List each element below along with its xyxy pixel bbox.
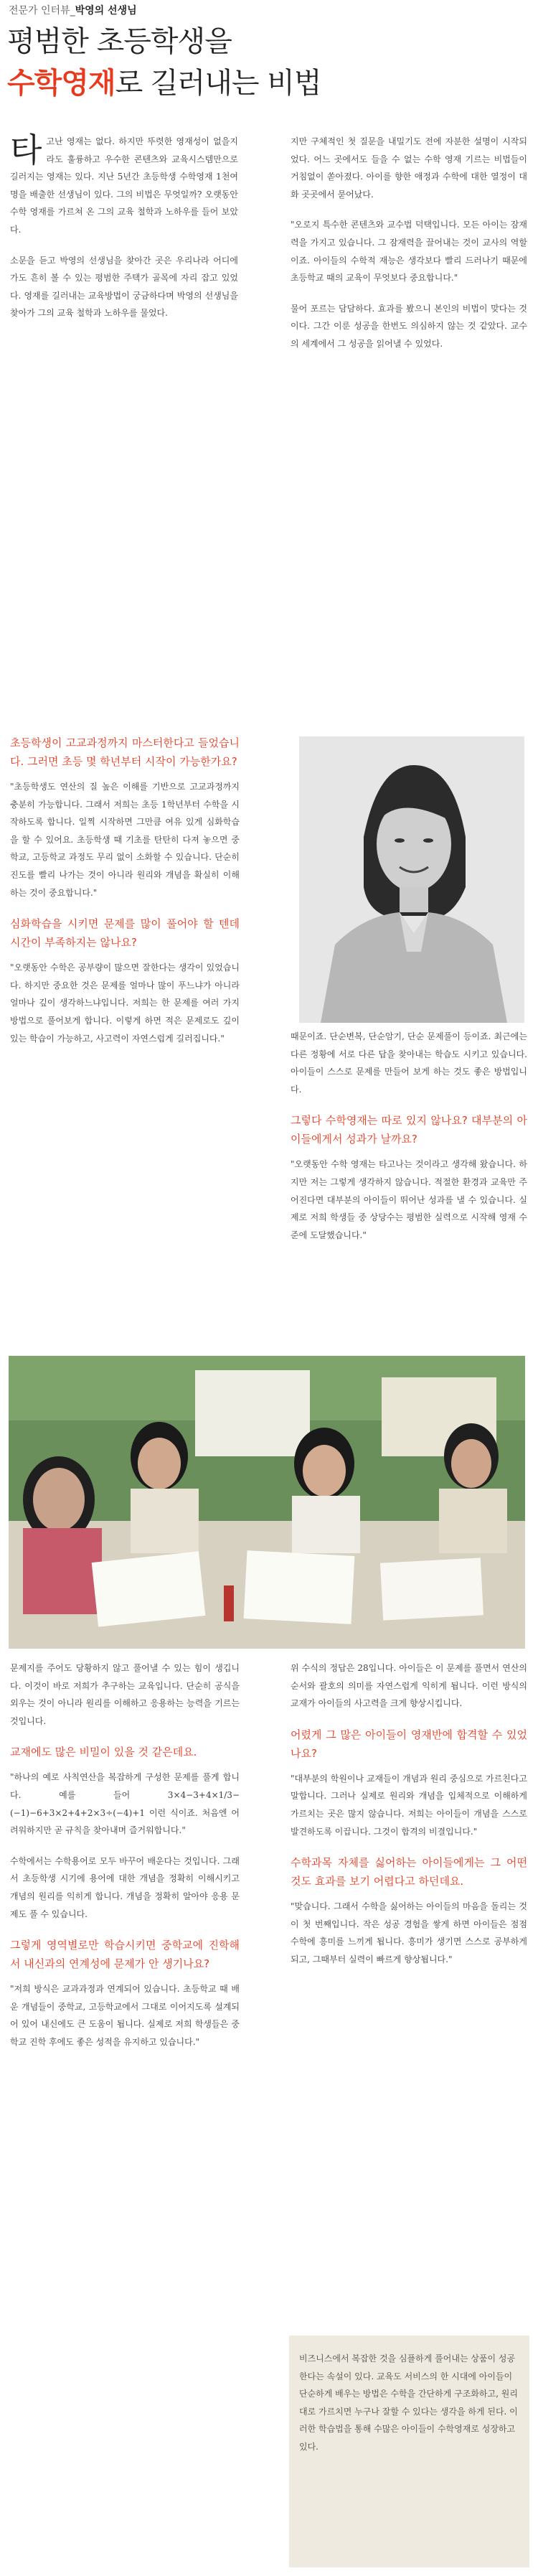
answer-7: "저희 방식은 교과과정과 연계되어 있습니다. 초등학교 때 배운 개념들이 중학교, 고등학교에서 그대로 이어지도록 설계되어 있어 내신에도 큰 도움이 됩니다. 실제로 저희 학생들은 중학교 진학 후에도 좋은 성적을 유지하고 있습니다." <box>10 1984 240 2047</box>
intro-paragraph-1: 고난 영재는 없다. 하지만 뚜렷한 영재성이 없을지라도 훌륭하고 우수한 콘텐츠와 교육시스템만으로 길러지는 영재는 있다. 지난 5년간 초등학생 수학영재 1천여 명을 배출한 선생님이 있다. 그의 비법은 무엇일까? 오랫동안 수학 영재를 가르쳐 온 그의 교육 철학과 노하우를 들어 보았다. <box>10 136 238 235</box>
question-7: 그렇게 영역별로만 학습시키면 중학교에 진학해서 내신과의 연계성에 문제가 안 생기나요? <box>10 1939 240 1971</box>
answer-6: "맞습니다. 그래서 수학을 싫어하는 아이들의 마음을 돌리는 것이 첫 번째입니다. 작은 성공 경험을 쌓게 하면 아이들은 점점 수학에 흥미를 느끼게 됩니다. 흥미가 생기면 스스로 공부하게 되고, 그때부터 실력이 빠르게 향상됩니다." <box>291 1901 527 1964</box>
classroom-image <box>9 1356 525 1649</box>
intro-paragraph-3: 지만 구체적인 첫 질문을 내밀기도 전에 자분한 설명이 시작되었다. 어느 곳에서도 들을 수 없는 수학 영재 기르는 비법들이 거침없이 쏟아졌다. 아이를 향한 애정과 수학에 대한 열정이 대화 곳곳에서 묻어났다. <box>291 136 527 200</box>
title-line-1: 평범한 초등학생을 <box>7 25 232 58</box>
continuation-left: 문제지를 주어도 당황하지 않고 풀어낼 수 있는 힘이 생깁니다. 이것이 바로 저희가 추구하는 교육입니다. 단순히 공식을 외우는 것이 아니라 원리를 이해하고 응용하는 능력을 기르는 것입니다. <box>10 1663 240 1726</box>
qa-left-block-2 <box>10 1659 240 2064</box>
qa-right-block-1 <box>291 1028 527 1257</box>
answer-4: "하나의 예로 사칙연산을 복잡하게 구성한 문제를 풀게 합니다. 예를 들어 3×4−3+4×1/3−(−1)−6+3×2+4+2×3÷(−4)+1 이런 식이죠. 처음엔 어려워하지만 곧 규칙을 찾아내며 즐거워합니다." <box>10 1772 240 1836</box>
teacher-portrait-image <box>299 736 524 1023</box>
about-box <box>289 2336 529 2567</box>
intro-left-column <box>10 133 238 335</box>
dropcap: 타 <box>10 131 42 169</box>
qa-left-block-1 <box>10 734 240 1060</box>
about-box-text: 비즈니스에서 복잡한 것을 심플하게 풀어내는 상품이 성공한다는 속설이 있다. 교육도 서비스의 한 시대에 아이들이 단순하게 배우는 방법은 수학을 간단하게 구조화하고, 원리대로 가르치면 누구나 잘할 수 있다는 생각을 하게 된다. 이러한 학습법을 통해 수많은 아이들이 수학영재로 성장하고 있다. <box>299 2353 518 2452</box>
intro-right-column <box>291 133 527 366</box>
question-5: 어렸게 그 많은 아이들이 영재반에 합격할 수 있었나요? <box>291 1728 527 1760</box>
title-rest: 로 길러내는 비법 <box>115 67 321 100</box>
kicker-name: 박영의 선생님 <box>75 5 137 17</box>
question-6: 수학과목 자체를 싫어하는 아이들에게는 그 어떤 것도 효과를 보기 어렵다고 하던데요. <box>291 1856 527 1888</box>
question-4: 교재에도 많은 비밀이 있을 것 같은데요. <box>10 1746 197 1759</box>
continuation-right: 위 수식의 정답은 28입니다. 아이들은 이 문제를 풀면서 연산의 순서와 괄호의 의미를 자연스럽게 익히게 됩니다. 이런 방식의 교재가 아이들의 사고력을 크게 향상시킵니다. <box>291 1663 527 1709</box>
intro-paragraph-4: "오로지 특수한 콘텐츠와 교수법 덕택입니다. 모든 아이는 잠재력을 가지고 있습니다. 그 잠재력을 끌어내는 것이 교사의 역할이죠. 아이들의 수학적 재능은 생각보다 빨리 드러나기 때문에 초등학교 때의 교육이 무엇보다 중요합니다." <box>291 220 527 284</box>
kicker <box>9 3 137 17</box>
answer-2: "오랫동안 수학은 공부량이 많으면 잘한다는 생각이 있었습니다. 하지만 중요한 것은 문제를 얼마나 많이 푸느냐가 아니라 얼마나 깊이 생각하느냐입니다. 저희는 한 문제를 여러 가지 방법으로 풀어보게 합니다. 이렇게 하면 적은 문제로도 깊이 있는 학습이 가능하고, 사고력이 자연스럽게 길러집니다." <box>10 963 240 1044</box>
qa-right-block-2 <box>291 1659 527 1982</box>
question-1: 초등학생이 고교과정까지 마스터한다고 들었습니다. 그러면 초등 몇 학년부터 시작이 가능한가요? <box>10 736 240 768</box>
answer-3: "오랫동안 수학 영재는 타고나는 것이라고 생각해 왔습니다. 하지만 저는 그렇게 생각하지 않습니다. 적절한 환경과 교육만 주어진다면 대부분의 아이들이 뛰어난 성과를 낼 수 있습니다. 실제로 저희 학생들 중 상당수는 평범한 실력으로 시작해 영재 수준에 도달했습니다." <box>291 1159 527 1240</box>
question-3: 그렇다 수학영재는 따로 있지 않나요? 대부분의 아이들에게서 성과가 날까요? <box>291 1114 527 1146</box>
answer-5: "대부분의 학원이나 교재들이 개념과 원리 중심으로 가르친다고 말합니다. 그러나 실제로 원리와 개념을 입체적으로 이해하게 가르치는 곳은 많지 않습니다. 저희는 아이들이 개념을 스스로 발견하도록 이끕니다. 그것이 합격의 비결입니다." <box>291 1773 527 1837</box>
intro-paragraph-5: 물어 포르는 담담하다. 효과를 봤으니 본인의 비법이 맞다는 것이다. 그간 이룬 성공을 한번도 의심하지 않는 것 같았다. 교수의 세계에서 그 성공을 읽어낼 수 있었다. <box>291 303 527 349</box>
kicker-label: 전문가 인터뷰_ <box>9 5 75 17</box>
question-2: 심화학습을 시키면 문제를 많이 풀어야 할 텐데 시간이 부족하지는 않나요? <box>10 917 240 950</box>
title-highlight: 수학영재 <box>7 66 115 100</box>
portrait-photo <box>299 736 524 1023</box>
title-line-2 <box>7 60 321 101</box>
photo-adjacent-text: 때문이죠. 단순변복, 단순암기, 단순 문제풀이 등이죠. 최근에는 다른 정황에 서로 다른 답을 찾아내는 학습도 시키고 있습니다. 아이들이 스스로 문제를 만들어 보게 하는 것도 좋은 방법입니다. <box>291 1031 527 1095</box>
intro-paragraph-2: 소문을 듣고 박영의 선생님을 찾아간 곳은 우리나라 어디에 가도 흔히 볼 수 있는 평범한 주택가 골목에 자리 잡고 있었다. 영재를 길러내는 교육방법이 궁금하다며 박영의 선생님을 찾아가 그의 교육 철학과 노하우를 물었다. <box>10 255 238 319</box>
classroom-photo <box>9 1356 525 1649</box>
left-lower-paragraph: 수학에서는 수학용어로 모두 바꾸어 배운다는 것입니다. 그래서 초등학생 시기에 용어에 대한 개념을 정확히 이해시키고 개념의 원리를 익히게 합니다. 개념을 정확히 알아야 응용 문제도 풀 수 있습니다. <box>10 1855 240 1919</box>
answer-1: "초등학생도 연산의 질 높은 이해를 기반으로 고교과정까지 충분히 가능합니다. 그래서 저희는 초등 1학년부터 수학을 시작하도록 합니다. 일찍 시작하면 그만큼 여유 있게 심화학습을 할 수 있어요. 초등학생 때 기초를 탄탄히 다져 놓으면 중학교, 고등학교 과정도 무리 없이 소화할 수 있습니다. 단순히 진도를 빨리 나가는 것이 아니라 원리와 개념을 확실히 이해하는 것이 중요합니다." <box>10 782 240 898</box>
